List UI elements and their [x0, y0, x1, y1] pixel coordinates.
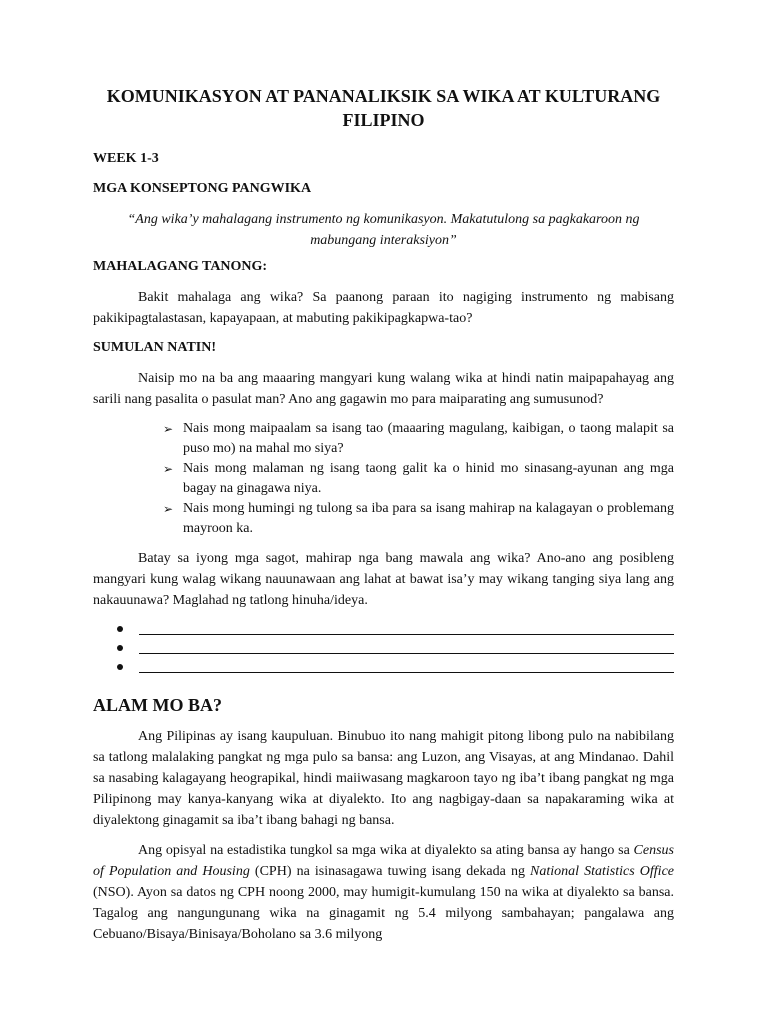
answer-blank-item: [117, 620, 674, 639]
section-know-heading: ALAM MO BA?: [93, 695, 222, 715]
list-item-text: Nais mong maipaalam sa isang tao (maaaring magulang, kaibigan, o taong malapit sa puso mo) na mahal mo siya?: [183, 421, 674, 456]
arrow-bullet-icon: ➢: [163, 422, 174, 436]
document-title: KOMUNIKASYON AT PANANALIKSIK SA WIKA AT KULTURANG FILIPINO: [106, 86, 661, 130]
list-item: [163, 419, 674, 459]
know-paragraph-2-text: Ang opisyal na estadistika tungkol sa mga wika at diyalekto sa ating bansa ay hango sa: [138, 843, 634, 858]
know-paragraph-2-text: (CPH) na isinasagawa tuwing isang dekada ng: [249, 864, 531, 879]
arrow-bullet-icon: ➢: [163, 502, 174, 516]
nso-title: National Statistics Office: [530, 864, 674, 879]
answer-blank-item: [117, 639, 674, 658]
answer-blank-line: [139, 639, 674, 654]
answer-blank-item: [117, 658, 674, 677]
list-item-text: Nais mong humingi ng tulong sa iba para sa isang mahirap na kalagayan o problemang mayroon ka.: [183, 501, 674, 536]
arrow-bullet-icon: ➢: [163, 462, 174, 476]
list-item: [163, 499, 674, 539]
know-paragraph-2: [93, 840, 674, 945]
followup-paragraph: Batay sa iyong mga sagot, mahirap nga bang mawala ang wika? Ano-ano ang posibleng mangyari kung walag wikang nauunawaan ang lahat at bawat isa’y may wikang tanging siya lang ang nakauunawa? Maglahad ng tatlong hinuha/ideya.: [93, 551, 674, 608]
census-title: Census of Population and Housing: [93, 843, 674, 879]
list-item: [163, 459, 674, 499]
arrow-bullet-list: [93, 419, 674, 539]
list-item-text: Nais mong malaman ng isang taong galit ka o hinid mo sinasang-ayunan ang mga bagay na ginagawa niya.: [183, 461, 674, 496]
start-paragraph: Naisip mo na ba ang maaaring mangyari kung walang wika at hindi natin maipapahayag ang sarili nang pasalita o pasulat man? Ano ang gagawin mo para maiparating ang sumusunod?: [93, 371, 674, 407]
bullet-dot-icon: [117, 664, 123, 670]
bullet-dot-icon: [117, 626, 123, 632]
document-page: [93, 84, 674, 954]
section-start-heading: SUMULAN NATIN!: [93, 340, 217, 355]
section-concepts-heading: MGA KONSEPTONG PANGWIKA: [93, 181, 312, 196]
section-question-heading: MAHALAGANG TANONG:: [93, 259, 268, 274]
week-label: WEEK 1-3: [93, 151, 159, 166]
answer-blank-line: [139, 658, 674, 673]
bullet-dot-icon: [117, 645, 123, 651]
answer-blank-list: [93, 620, 674, 677]
know-paragraph-2-text: (NSO). Ayon sa datos ng CPH noong 2000, may humigit-kumulang 150 na wika at diyalekto sa bansa. Tagalog ang nangungunang wika na ginagamit ng 5.4 milyong sambahayan; pangalawa ang Cebuano/Bisaya/Binisaya/Boholano sa 3.6 milyong: [93, 885, 674, 942]
question-paragraph: Bakit mahalaga ang wika? Sa paanong paraan ito nagiging instrumento ng mabisang pakikipagtalastasan, kapayapaan, at mabuting pakikipagkapwa-tao?: [93, 290, 674, 326]
quote-text: “Ang wika’y mahalagang instrumento ng komunikasyon. Makatutulong sa pagkakaroon ng mabungang interaksiyon”: [127, 212, 640, 248]
answer-blank-line: [139, 620, 674, 635]
know-paragraph-1: Ang Pilipinas ay isang kaupuluan. Binubuo ito nang mahigit pitong libong pulo na nabibilang sa tatlong malalaking pangkat ng mga pulo sa bansa: ang Luzon, ang Visayas, at ang Mindanao. Dahil sa nasabing kalagayang heograpikal, hindi maiiwasang magkaroon tayo ng iba’t ibang pangkat ng mga Pilipinong may kanya-kanyang wika at diyalekto. Ito ang nagbigay-daan sa napakaraming wika at diyalektong ginagamit sa iba’t ibang bahagi ng bansa.: [93, 729, 674, 828]
